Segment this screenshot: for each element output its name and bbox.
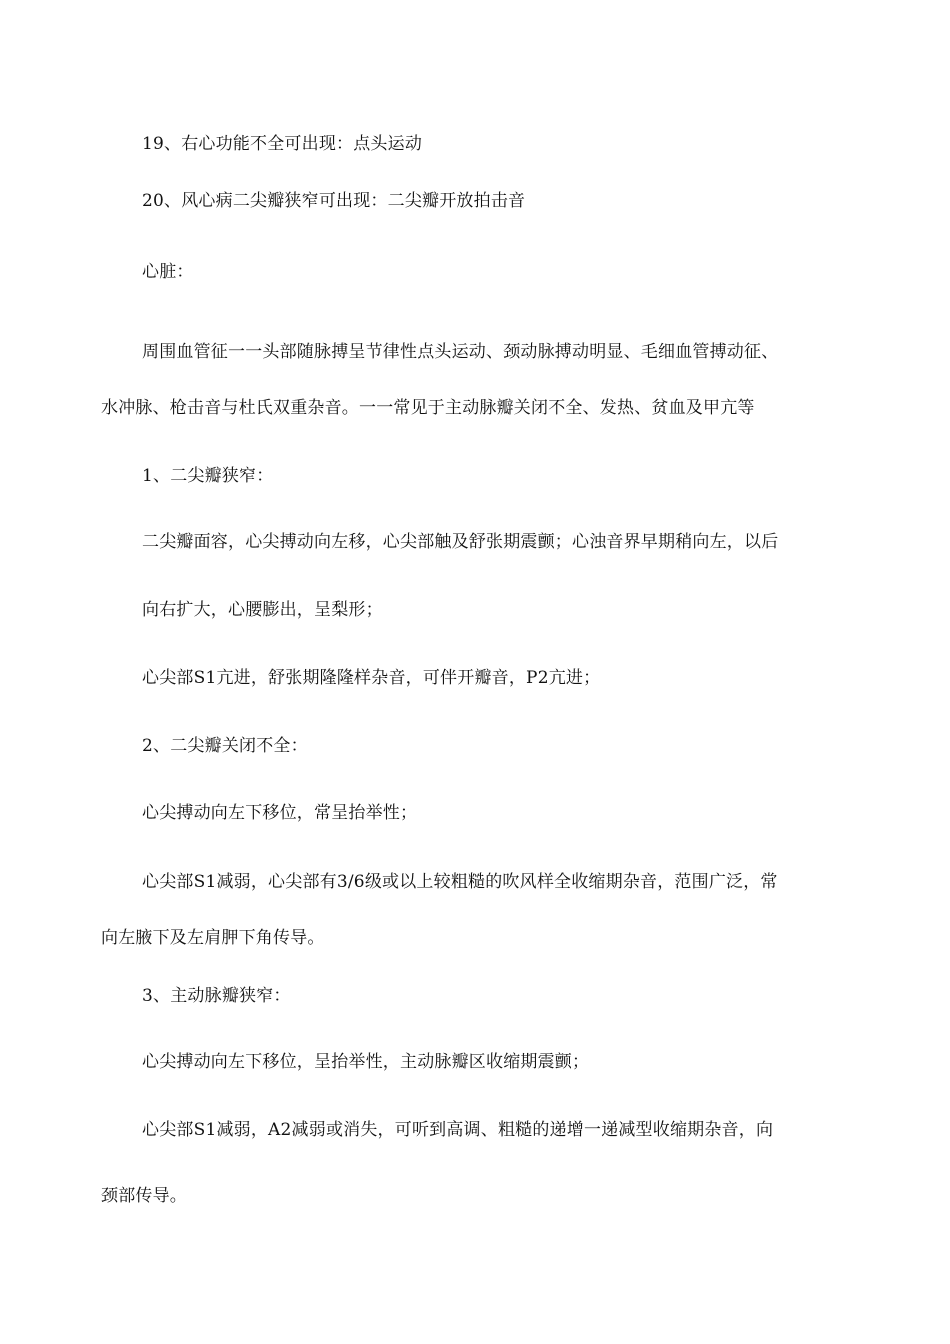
item-20-mitral-opening-snap: 20、风心病二尖瓣狭窄可出现：二尖瓣开放拍击音 — [142, 191, 526, 211]
mitral-stenosis-line-1: 二尖瓣面容，心尖搏动向左移，心尖部触及舒张期震颤；心浊音界早期稍向左，以后 — [142, 532, 779, 552]
heading-aortic-stenosis: 3、主动脉瓣狭窄： — [142, 986, 291, 1006]
aortic-stenosis-line-2: 心尖部S1减弱，A2减弱或消失，可听到高调、粗糙的递增一递减型收缩期杂音，向 — [142, 1120, 774, 1140]
peripheral-vascular-sign-line-1: 周围血管征一一头部随脉搏呈节律性点头运动、颈动脉搏动明显、毛细血管搏动征、 — [142, 342, 779, 362]
mitral-regurgitation-line-1: 心尖搏动向左下移位，常呈抬举性； — [142, 803, 418, 823]
peripheral-vascular-sign-line-2: 水冲脉、枪击音与杜氏双重杂音。一一常见于主动脉瓣关闭不全、发热、贫血及甲亢等 — [101, 398, 755, 418]
item-19-right-heart: 19、右心功能不全可出现：点头运动 — [142, 134, 423, 154]
mitral-stenosis-line-3: 心尖部S1亢进，舒张期隆隆样杂音，可伴开瓣音，P2亢进； — [142, 668, 601, 688]
aortic-stenosis-line-3: 颈部传导。 — [101, 1186, 187, 1206]
heading-mitral-regurgitation: 2、二尖瓣关闭不全： — [142, 736, 308, 756]
section-heading-heart: 心脏： — [142, 262, 194, 282]
mitral-regurgitation-line-2: 心尖部S1减弱，心尖部有3/6级或以上较粗糙的吹风样全收缩期杂音，范围广泛，常 — [142, 872, 778, 892]
heading-mitral-stenosis: 1、二尖瓣狭窄： — [142, 466, 274, 486]
aortic-stenosis-line-1: 心尖搏动向左下移位，呈抬举性，主动脉瓣区收缩期震颤； — [142, 1052, 590, 1072]
mitral-regurgitation-line-3: 向左腋下及左肩胛下角传导。 — [101, 928, 325, 948]
mitral-stenosis-line-2: 向右扩大，心腰膨出，呈梨形； — [142, 600, 383, 620]
